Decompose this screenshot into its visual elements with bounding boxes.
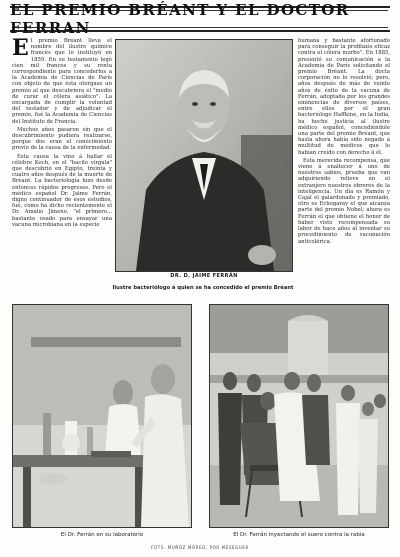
- vaccination-caption: El Dr. Ferrán inyectando el suero contra la rabia: [233, 532, 365, 538]
- page-title: EL PREMIO BRÉANT Y EL DOCTOR FERRAN: [10, 1, 350, 37]
- laboratory-caption: El Dr. Ferrán en su laboratorio: [60, 532, 144, 538]
- drop-cap: E: [12, 38, 29, 61]
- photo-credit: FOTS. MUÑOZ MOREO, POR MESEGUER: [151, 545, 249, 550]
- vaccination-photo: [209, 304, 389, 528]
- article-column-right: [298, 38, 390, 296]
- portrait-name-caption: DR. D. JAIME FERRÁN: [170, 273, 238, 279]
- article-paragraph: Esta merecida recompensa, que viene á enaltecer á uno de nuestros sabios, prueba que van adquiriendo relieve en el extranjero nuestros obreros de la inteligencia. Un día es Ramón y Cajal el galardonado y premiado, otro es Echegaray el que alcanza parte del premio Nobel; ahora es Ferrán el que obtiene el honor de haber visto recompensada su labor de hace años al inventar su procedimiento de vacunación anticolérica.: [298, 157, 390, 245]
- paragraph-text: l premio Bréant lleva el nombre del ilustre químico francés que lo instituyó en 1859. En su testamento legó cien mil francos y su renta correspondiente para concederlos a la Academia de Ciencias de París con objeto de que ésta otorgase un premio al que descubriera el "medio de curar el cólera asiático". La encargada de cumplir la voluntad del testador y de adjudicar el premio, fué la Academia de Ciencias del Instituto de Francia.: [12, 38, 112, 125]
- article-paragraph: humana y bastante afortunado para conseguir la profilaxis eficaz contra el cólera morbo". En 1885, presentó su comunicación a la Academia de París solicitando el premio Bréant. La docta corporación no lo resolvió; pero, años después de más de veinte años de éxito de la vacuna de Ferrán, adoptada por los grandes eminencias de diversos países, entre ellos por el gran bacteriólogo Haffkine, en la India, ha hecho justicia al ilustre médico español, concediéndole una parte del premio Bréant, que hasta ahora había sido negado á multitud de médicos que lo habían creído con derecho á él.: [298, 38, 390, 156]
- portrait-description-caption: Ilustre bacteriólogo á quien se ha concedido el premio Bréant: [112, 285, 294, 291]
- vaccination-image: [210, 305, 388, 527]
- page-header: [10, 1, 390, 37]
- article-paragraph: Muchos años pasaron sin que el descubrimiento pudiera realizarse, porque dos eran el conocimiento previo de la causa de la enfermedad.: [12, 126, 112, 152]
- article-column-left: [12, 38, 112, 282]
- article-paragraph: [12, 38, 112, 125]
- laboratory-image: [13, 305, 191, 527]
- laboratory-photo: [12, 304, 192, 528]
- portrait-photo: [115, 39, 293, 272]
- portrait-figure: [115, 39, 293, 285]
- portrait-image: [116, 40, 292, 271]
- article-paragraph: Esta causa la vino á hallar el célebre Koch, en el "bacilo virgula" que descubrió en Egipto, treinta y cuatro años después de la muerte de Bréant. La bacteriología hizo desde entonces rápidos progresos. Pero el médico español Dr. Jaime Ferrán, digno continuador de esos estudios, fué, como ha dicho recientemente el Dr. Amalio Jimeno, "el primero... bastante osado para ensayar una vacuna microbiana en la especie: [12, 153, 112, 228]
